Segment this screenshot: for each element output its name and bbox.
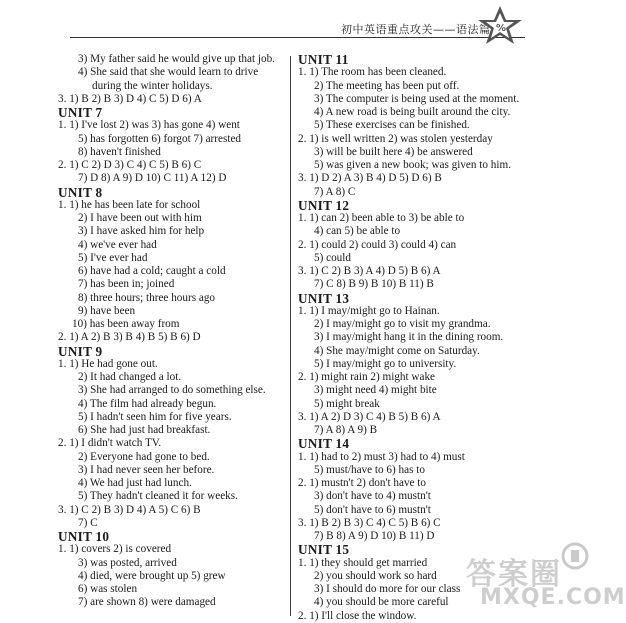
answer-line: 1. 1) had to 2) must 3) had to 4) must bbox=[298, 450, 465, 463]
unit-heading: UNIT 9 bbox=[58, 343, 103, 359]
answer-line: 5) might break bbox=[314, 397, 380, 410]
answer-line: 7) D 8) A 9) D 10) C 11) A 12) D bbox=[78, 172, 227, 185]
answer-line: 2. 1) could 2) could 3) could 4) can bbox=[298, 238, 457, 251]
answer-line: 2. 1) is well written 2) was stolen yesterday bbox=[298, 132, 493, 145]
answer-line: 5) I've ever had bbox=[78, 251, 148, 264]
answer-line: 7) has been in; joined bbox=[78, 278, 175, 291]
answer-line: 4) The film had already begun. bbox=[78, 397, 217, 410]
unit-heading: UNIT 11 bbox=[298, 52, 349, 67]
star-badge-icon bbox=[470, 4, 530, 48]
answer-line: 2) Everyone had gone to bed. bbox=[78, 450, 210, 463]
answer-line: 5) was given a new book; was given to him. bbox=[314, 159, 511, 171]
answer-line: 1. 1) I've lost 2) was 3) has gone 4) went bbox=[58, 119, 240, 132]
answer-line: 5) I may/might go to university. bbox=[314, 357, 457, 370]
answer-line: 4) She may/might come on Saturday. bbox=[314, 344, 480, 357]
answer-line: during the winter holidays. bbox=[92, 79, 213, 92]
answer-line: 3. 1) D 2) A 3) B 4) D 5) D 6) B bbox=[298, 172, 442, 185]
answer-line: 6) have had a cold; caught a cold bbox=[78, 265, 226, 277]
answer-line: 4) died, were brought up 5) grew bbox=[78, 569, 226, 582]
page-header bbox=[0, 0, 591, 50]
answer-line: 1. 1) covers 2) is covered bbox=[58, 543, 172, 556]
unit-heading: UNIT 15 bbox=[298, 542, 350, 558]
answer-line: 4) we've ever had bbox=[78, 238, 157, 251]
answer-line: 3. 1) B 2) B 3) D 4) C 5) D 6) A bbox=[58, 92, 202, 105]
answer-line: 5) They hadn't cleaned it for weeks. bbox=[78, 490, 238, 503]
answer-line: 3) I have asked him for help bbox=[78, 225, 205, 238]
book-title: 初中英语重点攻关——语法篇 bbox=[341, 23, 491, 36]
answer-line: 5) could bbox=[314, 251, 351, 264]
answer-line: 2. 1) A 2) B 3) B 4) B 5) B 6) D bbox=[58, 331, 201, 344]
answer-line: 7) A 8) C bbox=[314, 185, 356, 198]
answer-line: 4) you should be more careful bbox=[314, 596, 449, 609]
answer-line: 1. 1) He had gone out. bbox=[58, 357, 158, 370]
answer-line: 8) three hours; three hours ago bbox=[78, 291, 216, 304]
answer-line: 7) are shown 8) were damaged bbox=[78, 596, 216, 609]
answer-line: 4) A new road is being built around the city. bbox=[314, 106, 511, 118]
answer-line: 8) haven't finished bbox=[78, 145, 161, 158]
svg-text:%: % bbox=[496, 23, 507, 34]
answer-line: 3) don't have to 4) mustn't bbox=[314, 490, 431, 503]
answer-line: 2. 1) might rain 2) might wake bbox=[298, 371, 436, 383]
answer-line: 7) B 8) A 9) D 10) B 11) D bbox=[314, 530, 435, 542]
answer-line: 2. 1) C 2) D 3) C 4) C 5) B 6) C bbox=[58, 159, 202, 171]
answer-line: 2) I may/might go to visit my grandma. bbox=[314, 318, 491, 330]
answer-line: 3. 1) C 2) B 3) D 4) A 5) C 6) B bbox=[58, 503, 201, 516]
answer-line: 1. 1) The room has been cleaned. bbox=[298, 66, 447, 79]
answer-line: 10) has been away from bbox=[72, 318, 180, 330]
answer-line: 2. 1) mustn't 2) don't have to bbox=[298, 477, 427, 489]
answer-line: 5) These exercises can be finished. bbox=[314, 119, 470, 132]
answer-line: 1. 1) they should get married bbox=[298, 556, 428, 569]
header-rule bbox=[70, 37, 525, 38]
unit-heading: UNIT 8 bbox=[58, 184, 103, 200]
answer-line: 3. 1) A 2) D 3) C 4) B 5) B 6) A bbox=[298, 410, 441, 423]
answer-line: 1. 1) I may/might go to Hainan. bbox=[298, 304, 440, 317]
answer-line: 1. 1) he has been late for school bbox=[58, 198, 201, 211]
answer-line: 3) I had never seen her before. bbox=[78, 463, 215, 476]
column-divider bbox=[290, 56, 291, 616]
unit-heading: UNIT 10 bbox=[58, 529, 110, 544]
answer-line: 2. 1) I'll close the window. bbox=[298, 609, 417, 622]
unit-heading: UNIT 14 bbox=[298, 436, 350, 452]
answer-line: 5) I hadn't seen him for five years. bbox=[78, 410, 232, 423]
answer-line: 3) might need 4) might bite bbox=[314, 384, 437, 397]
answer-line: 4) can 5) be able to bbox=[314, 225, 401, 238]
answer-line: 2. 1) I didn't watch TV. bbox=[58, 437, 162, 450]
answer-line: 2) I have been out with him bbox=[78, 212, 202, 224]
answer-line: 3) was posted, arrived bbox=[78, 556, 177, 569]
answer-line: 4) We had just had lunch. bbox=[78, 477, 192, 489]
answer-line: 1. 1) can 2) been able to 3) be able to bbox=[298, 212, 465, 224]
answer-line: 2) The meeting has been put off. bbox=[314, 79, 460, 92]
answer-line: 9) have been bbox=[78, 304, 136, 317]
answer-line: 3) I should do more for our class bbox=[314, 583, 461, 595]
answer-line: 4) She said that she would learn to drive bbox=[78, 66, 259, 79]
watermark-subtext: MXQE.COM bbox=[480, 585, 626, 610]
answer-line: 3. 1) C 2) B 3) A 4) D 5) B 6) A bbox=[298, 265, 441, 277]
answer-line: 3) The computer is being used at the moment. bbox=[314, 92, 520, 105]
answer-line: 7) C 8) B 9) B 10) B 11) B bbox=[314, 278, 434, 291]
answer-line: 3) will be built here 4) be answered bbox=[314, 145, 473, 158]
answer-line: 3) My father said he would give up that job. bbox=[78, 53, 275, 65]
answer-line: 6) She had just had breakfast. bbox=[78, 424, 211, 436]
answer-line: 5) must/have to 6) has to bbox=[314, 463, 425, 476]
unit-heading: UNIT 7 bbox=[58, 105, 103, 120]
answer-line: 5) don't have to 6) mustn't bbox=[314, 503, 431, 516]
answer-line: 5) has forgotten 6) forgot 7) arrested bbox=[78, 132, 241, 145]
answer-line: 3) She had arranged to do something else. bbox=[78, 384, 266, 397]
answer-line: 7) C bbox=[78, 516, 98, 529]
unit-heading: UNIT 13 bbox=[298, 290, 350, 306]
answer-line: 3) I may/might hang it in the dining room. bbox=[314, 331, 504, 344]
answer-line: 3. 1) B 2) B 3) C 4) C 5) B 6) C bbox=[298, 516, 441, 529]
answer-line: 7) A 8) A 9) B bbox=[314, 424, 378, 436]
answer-line: 6) was stolen bbox=[78, 583, 138, 595]
unit-heading: UNIT 12 bbox=[298, 197, 350, 213]
watermark-text: 答案圈 bbox=[466, 557, 562, 592]
answer-line: 2) you should work so hard bbox=[314, 569, 437, 582]
answer-line: 2) It had changed a lot. bbox=[78, 371, 182, 383]
